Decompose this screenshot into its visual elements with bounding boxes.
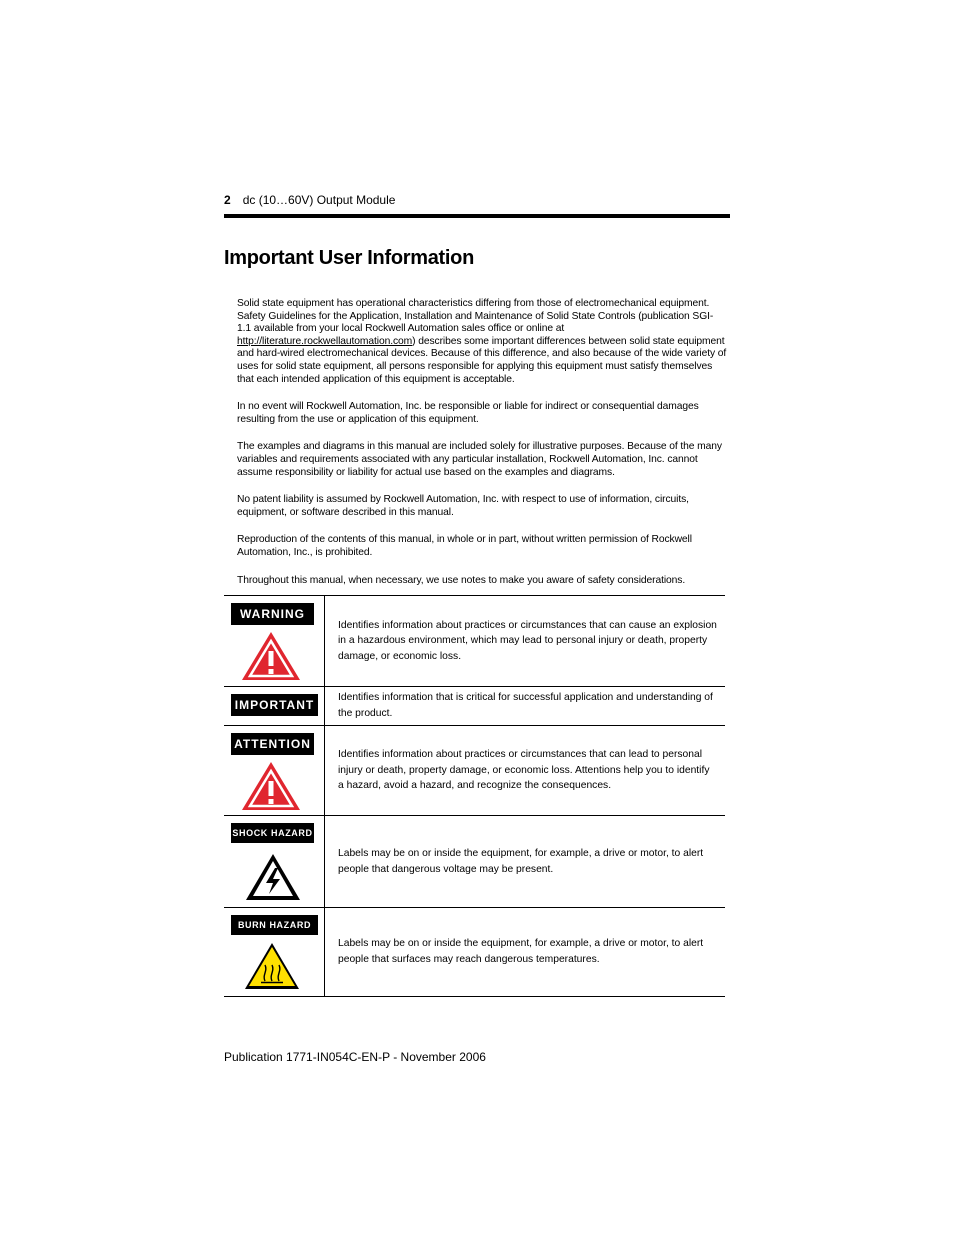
shock-hazard-description: Labels may be on or inside the equipment, for example, a drive or motor, to alert people that dangerous voltage may be present. bbox=[338, 847, 704, 875]
warning-triangle-icon bbox=[240, 630, 302, 682]
burn-hazard-label: BURN HAZARD bbox=[231, 915, 318, 935]
important-description: Identifies information that is critical for successful application and understanding of the product. bbox=[338, 692, 713, 719]
paragraph-examples: The examples and diagrams in this manual are included solely for illustrative purposes. Because of the many variables and requirements associated with any particular installation, Rockwell Automation, Inc. cannot assume responsibility or liability for actual use based on the examples and diagrams. bbox=[237, 441, 722, 478]
burn-hazard-icon bbox=[243, 941, 301, 991]
warning-label: WARNING bbox=[231, 603, 314, 625]
shock-hazard-label: SHOCK HAZARD bbox=[231, 823, 314, 843]
paragraph-liability: In no event will Rockwell Automation, Inc. be responsible or liable for indirect or consequential damages resulting from the use or application of this equipment. bbox=[237, 401, 699, 425]
warning-description: Identifies information about practices or circumstances that can cause an explosion in a hazardous environment, which may lead to personal injury or death, property damage, or economic loss. bbox=[338, 619, 717, 662]
burn-hazard-description: Labels may be on or inside the equipment, for example, a drive or motor, to alert people that surfaces may reach dangerous temperatures. bbox=[338, 938, 704, 965]
page-number: 2 bbox=[224, 193, 231, 207]
paragraph-patent: No patent liability is assumed by Rockwell Automation, Inc. with respect to use of information, circuits, equipment, or software described in this manual. bbox=[237, 494, 689, 518]
notice-row-warning bbox=[224, 596, 725, 687]
paragraph-reproduction: Reproduction of the contents of this manual, in whole or in part, without written permission of Rockwell Automation, Inc., is prohibited. bbox=[237, 534, 692, 558]
page-header bbox=[224, 193, 395, 207]
attention-label: ATTENTION bbox=[231, 733, 314, 755]
notice-row-burn-hazard bbox=[224, 908, 725, 997]
page-title: Important User Information bbox=[224, 247, 474, 269]
attention-description: Identifies information about practices or circumstances that can lead to personal injury or death, property damage, or economic loss. Attentions help you to identify a hazard, avoid a hazard, and recognize the consequences. bbox=[338, 749, 710, 792]
literature-link[interactable]: http://literature.rockwellautomation.com bbox=[237, 335, 413, 347]
notice-row-shock-hazard bbox=[224, 816, 725, 908]
notice-row-attention bbox=[224, 726, 725, 816]
safety-notices-table bbox=[224, 595, 725, 997]
publication-footer: Publication 1771-IN054C-EN-P - November 2006 bbox=[224, 1050, 486, 1064]
paragraph-notes-intro: Throughout this manual, when necessary, we use notes to make you aware of safety considerations. bbox=[237, 574, 686, 586]
header-rule bbox=[224, 214, 730, 218]
shock-hazard-icon bbox=[244, 852, 302, 902]
paragraph-safety-guidelines: Solid state equipment has operational characteristics differing from those of electromechanical equipment. Safety Guidelines for the Application, Installation and Maintenance of Solid State Controls (publication SGI-1.1 available from your local Rockwell Automation sales office or online at http://literature.rockwellautomation.com) describes some important differences between solid state equipment and hard-wired electromechanical devices. Because of this difference, and also because of the wide variety of uses for solid state equipment, all persons responsible for applying this equipment must satisfy themselves that each intended application of this equipment is acceptable. bbox=[237, 298, 727, 385]
important-label: IMPORTANT bbox=[231, 694, 318, 716]
notice-row-important bbox=[224, 687, 725, 726]
section-title: dc (10…60V) Output Module bbox=[242, 193, 396, 207]
body-text bbox=[237, 298, 727, 602]
attention-triangle-icon bbox=[240, 760, 302, 812]
